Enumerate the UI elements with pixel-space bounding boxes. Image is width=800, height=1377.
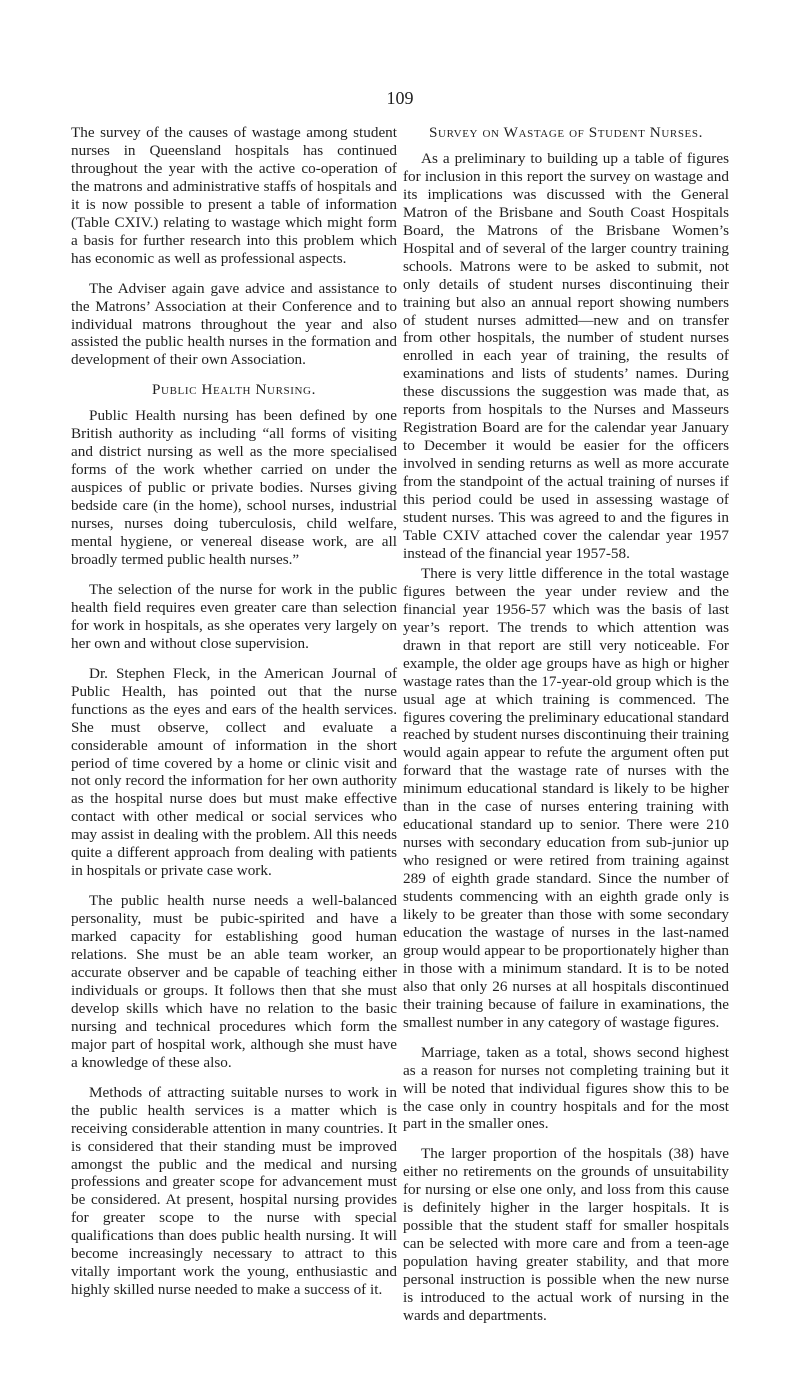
paragraph-fleck: Dr. Stephen Fleck, in the American Journal of Public Health, has pointed out that the nurse functions as the eyes and ears of the health services. She must observe, collect and evaluate a considerable amount of information in the short period of time covered by a home or clinic visit and not only record the information for her own authority as the hospital nurse does but must make effective contact with other medical or social services who may assist in dealing with the problem. All this needs quite a different approach from dealing with patients in hospitals or private case work. xyxy=(71,664,397,880)
paragraph-larger-proportion: The larger proportion of the hospitals (38) have either no retirements on the grounds of unsuitability for nursing or else one only, and loss from this cause is definitely higher in the larger hospitals. It is possible that the student staff for smaller hospitals can be selected with more care and from a teen-age population having greater stability, and that more personal instruction is possible when the new nurse is introduced to the actual work of nursing in the wards and departments. xyxy=(403,1145,729,1324)
section-heading-survey-wastage: Survey on Wastage of Student Nurses. xyxy=(429,124,703,141)
section-heading-public-health: Public Health Nursing. xyxy=(152,381,316,399)
paragraph-marriage: Marriage, taken as a total, shows second highest as a reason for nurses not completing training but it will be noted that individual figures show this to be the case only in country hospitals and for the most part in the smaller ones. xyxy=(403,1043,729,1133)
paragraph-selection: The selection of the nurse for work in the public health field requires even greater care than selection for work in hospitals, as she operates very largely on her own and without close supervision. xyxy=(71,580,397,652)
paragraph-definition: Public Health nursing has been defined by one British authority as including “all forms of visiting and district nursing as well as the more specialised forms of the work whether carried on under the auspices of public or private bodies. Nurses giving bedside care (in the home), school nurses, industrial nurses, nurses doing tuberculosis, child welfare, mental hygiene, or venereal disease work, are all broadly termed public health nurses.” xyxy=(71,407,397,568)
paragraph-personality: The public health nurse needs a well-balanced personality, must be pubic-spirited and have a marked capacity for establishing good human relations. She must be an able team worker, an accurate observer and be capable of teaching either individuals or groups. It follows then that she must develop skills which have no relation to the basic nursing and technical procedures which form the major part of hospital work, although she must have a knowledge of these also. xyxy=(71,892,397,1071)
paragraph-survey-intro: The survey of the causes of wastage among student nurses in Queensland hospitals has continued throughout the year with the active co-operation of the matrons and administrative staffs of hospitals and it is now possible to present a table of information (Table CXIV.) relating to wastage which might form a basis for further research into this problem which has economic as well as professional aspects. xyxy=(71,124,397,267)
left-column xyxy=(71,124,397,1311)
right-column xyxy=(403,124,729,1337)
page-number: 109 xyxy=(386,88,414,108)
paragraph-methods: Methods of attracting suitable nurses to work in the public health services is a matter which is receiving considerable attention in many countries. It is considered that their standing must be improved amongst the public and the medical and nursing professions and greater scope for advancement must be considered. At present, hospital nursing provides for greater scope to the nurse with special qualifications than does public health nursing. It will become increasingly necessary to attract to this vitally important work the young, enthusiastic and highly skilled nurse needed to make a success of it. xyxy=(71,1083,397,1299)
paragraph-adviser: The Adviser again gave advice and assistance to the Matrons’ Association at their Conference and to individual matrons throughout the year and also assisted the public health nurses in the formation and development of their own Association. xyxy=(71,279,397,369)
paragraph-preliminary: As a preliminary to building up a table of figures for inclusion in this report the survey on wastage and its implications was discussed with the General Matron of the Brisbane and South Coast Hospitals Board, the Matrons of the Brisbane Women’s Hospital and of several of the larger country training schools. Matrons were to be asked to submit, not only details of student nurses discontinuing their training but also an annual report showing numbers of student nurses admitted—new and on transfer from other hospitals, the number of student nurses enrolled in each year of training, the results of examinations and lists of students’ names. During these discussions the suggestion was made that, as reports from hospitals to the Nurses and Masseurs Registration Board are for the calendar year January to December it would be easier for the officers involved in sending returns as well as more accurate from the standpoint of the actual training of nurses if this period could be used in assessing wastage of student nurses. This was agreed to and the figures in Table CXIV attached cover the calendar year 1957 instead of the financial year 1957-58. xyxy=(403,149,729,562)
paragraph-difference: There is very little difference in the total wastage figures between the year under review and the financial year 1956-57 which was the basis of last year’s report. The trends to which attention was drawn in that report are still very noticeable. For example, the older age groups have as high or higher wastage rates than the 17-year-old group which is the usual age at which training is commenced. The figures covering the preliminary educational standard reached by student nurses discontinuing their training would again appear to refute the argument often put forward that the wastage rate of nurses with the minimum educational standard is likely to be higher than in the case of nurses entering training with educational standard up to senior. There were 210 nurses with secondary education from sub-junior up who resigned or were retired from training against 289 of eighth grade standard. Since the number of students commencing with an eighth grade only is likely to be greater than those with some secondary education the wastage of nurses in the last-named group would appear to be proportionately higher than in those with a minimum standard. It is to be noted also that only 26 nurses at all hospitals discontinued their training because of failure in examinations, the smallest number in any category of wastage figures. xyxy=(403,564,729,1031)
